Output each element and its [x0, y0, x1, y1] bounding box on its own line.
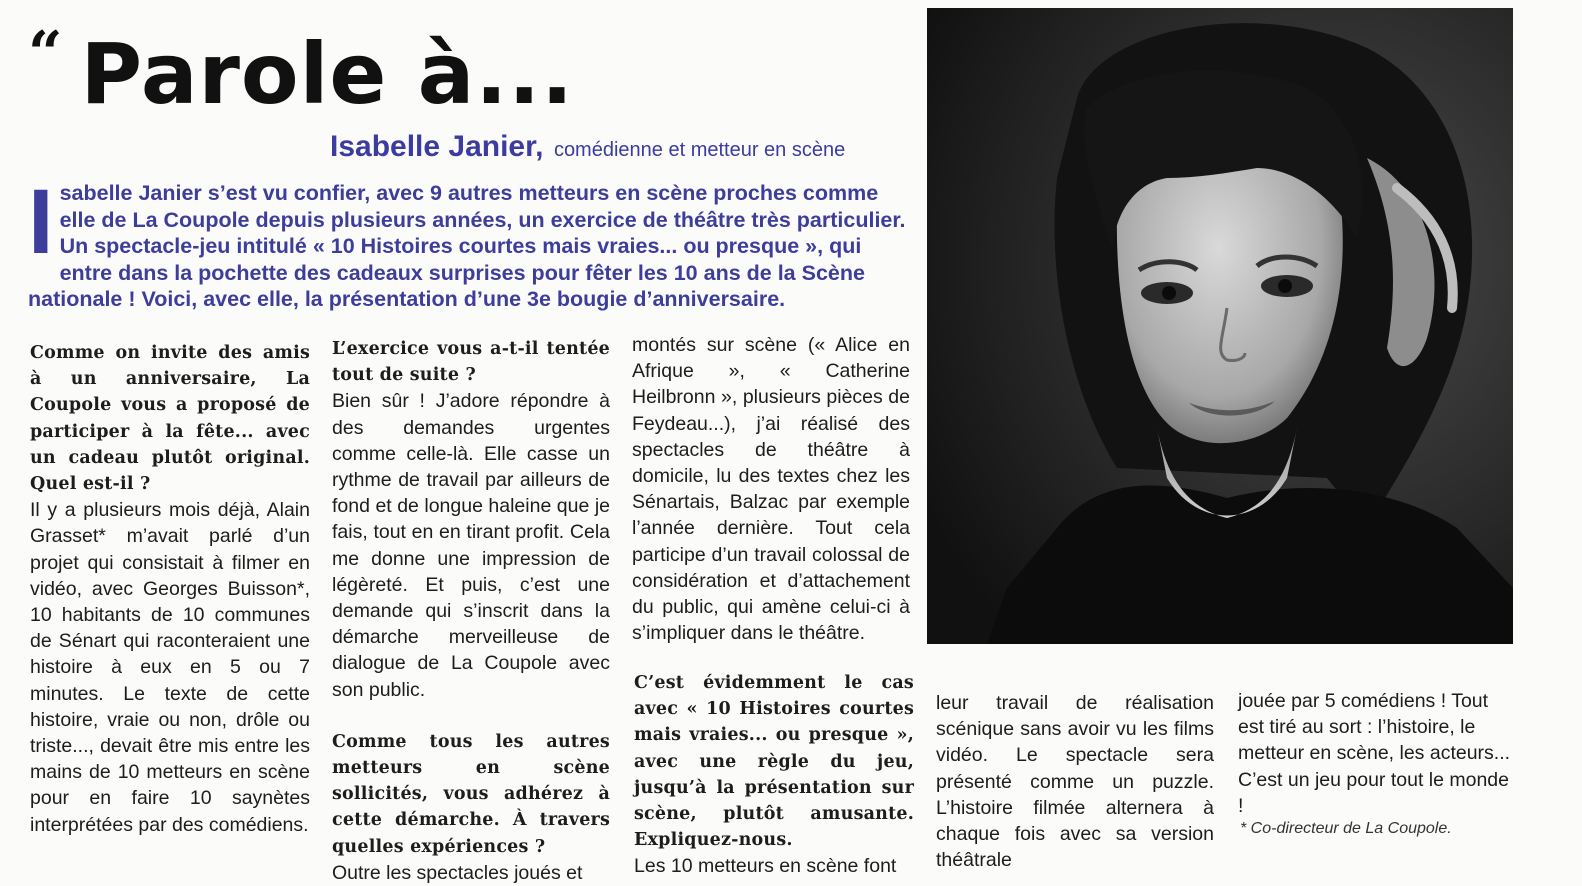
column-2	[332, 336, 610, 886]
answer-1: Il y a plusieurs mois déjà, Alain Grasset* m’avait parlé d’un projet qui consistait à filmer en vidéo, avec Georges Buisson*, 10 habitants de 10 communes de Sénart qui raconteraient une histoire à eux en 5 ou 7 minutes. Le texte de cette histoire, vraie ou non, drôle ou triste..., devait être mis entre les mains de 10 metteurs en scène pour en faire 10 saynètes interprétées par des comédiens.	[30, 499, 310, 836]
answer-3-start: Outre les spectacles joués et	[332, 861, 583, 884]
portrait-photo	[927, 8, 1513, 644]
question-4: C’est évidemment le cas avec « 10 Histoires courtes mais vraies... ou presque », avec une règle du jeu, jusqu’à la présentation sur scène, plutôt amusante. Expliquez-nous.	[634, 673, 914, 851]
intro-text: sabelle Janier s’est vu confier, avec 9 autres metteurs en scène proches comme elle de La Coupole depuis plusieurs années, un exercice de théâtre très particulier. Un spectacle-jeu intitulé « 10 Histoires courtes mais vraies... ou presque », qui entre dans la pochette des cadeaux surprises pour fêter les 10 ans de la Scène nationale ! Voici, avec elle, la présentation d’une 3e bougie d’anniversaire.	[28, 181, 906, 311]
answer-3-cont: montés sur scène (« Alice en Afrique », « Catherine Heilbronn », plusieurs pièces de Feydeau...), j’ai réalisé des spectacles de théâtre à domicile, lu des textes chez les Sénartais, Balzac par exemple l’année dernière. Tout cela participe d’un travail colossal de considération et d’attachement du public, qui amène celui-ci à s’impliquer dans le théâtre.	[632, 334, 910, 645]
answer-2: Bien sûr ! J’adore répondre à des demandes urgentes comme celle-là. Elle casse un rythme de travail par ailleurs de fond et de longue haleine que je fais, tout en en tirant profit. Cela me donne une impression de légèreté. Et puis, c’est une demande qui s’inscrit dans la démarche merveilleuse de dialogue de La Coupole avec son public.	[332, 390, 610, 701]
byline	[330, 130, 910, 164]
title-row	[28, 14, 574, 124]
answer-4-end: jouée par 5 comédiens ! Tout est tiré au sort : l’histoire, le metteur en scène, les acteurs... C’est un jeu pour tout le monde !	[1238, 690, 1511, 817]
column-5	[1238, 688, 1516, 819]
intro-paragraph	[28, 171, 910, 313]
answer-4-cont: leur travail de réalisation scénique sans avoir vu les films vidéo. Le spectacle sera présenté comme un puzzle. L’histoire filmée alternera à chaque fois avec sa version théâtrale	[936, 692, 1214, 872]
portrait-illustration	[927, 8, 1513, 644]
column-4	[936, 690, 1214, 873]
footnote: * Co-directeur de La Coupole.	[1240, 820, 1452, 837]
drop-cap: I	[28, 171, 54, 273]
question-2: L’exercice vous a-t-il tentée tout de suite ?	[332, 339, 610, 386]
byline-name: Isabelle Janier,	[330, 130, 544, 163]
column-1	[30, 340, 310, 838]
page-title: Parole à...	[80, 25, 575, 123]
answer-4-start: Les 10 metteurs en scène font	[634, 855, 897, 878]
column-3-bottom	[634, 670, 914, 880]
question-3: Comme tous les autres metteurs en scène sollicités, vous adhérez à cette démarche. À travers quelles expériences ?	[332, 731, 610, 857]
column-3-top	[632, 332, 910, 646]
byline-role: comédienne et metteur en scène	[553, 139, 846, 161]
quote-mark: “	[28, 19, 63, 89]
question-1: Comme on invite des amis à un anniversaire, La Coupole vous a proposé de participer à la fête... avec un cadeau plutôt original. Quel est-il ?	[30, 343, 310, 495]
